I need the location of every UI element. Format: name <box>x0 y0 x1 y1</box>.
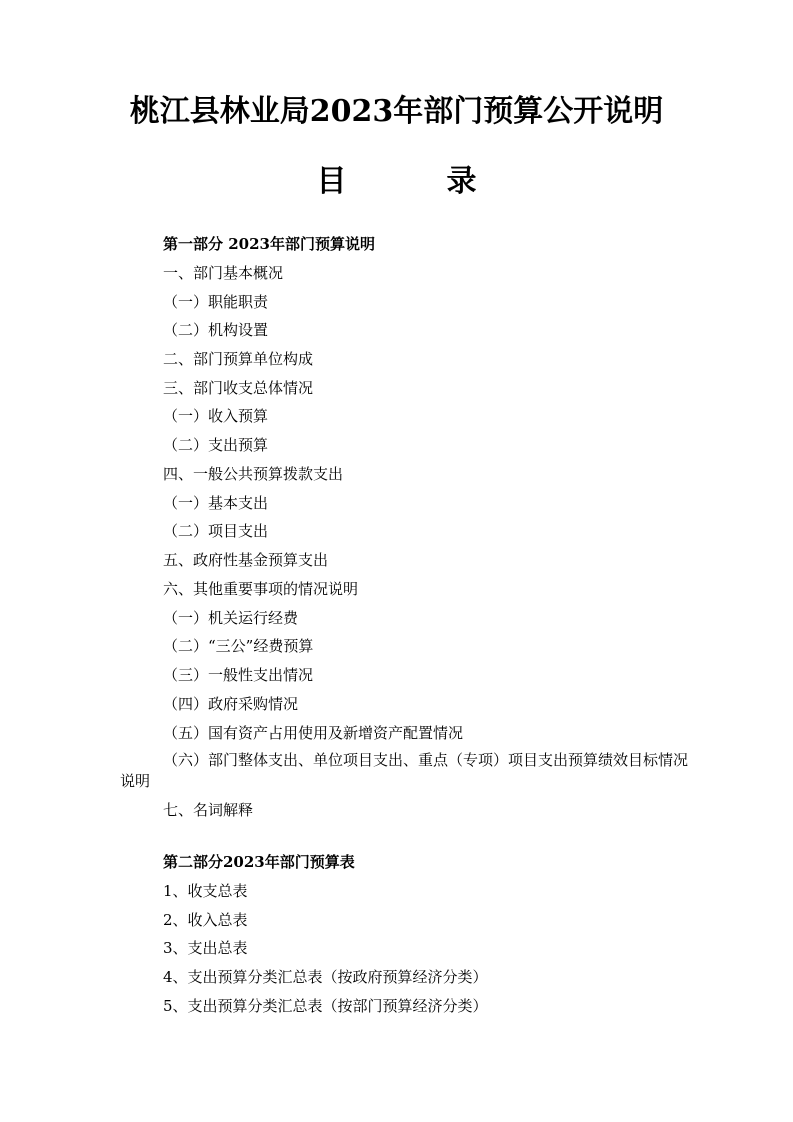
toc-item: （六）部门整体支出、单位项目支出、重点（专项）项目支出预算绩效目标情况说明 <box>120 751 689 790</box>
part-two-heading: 第二部分2023年部门预算表 <box>163 853 355 871</box>
toc-item: （一）职能职责 <box>163 293 269 311</box>
toc-item: 五、政府性基金预算支出 <box>163 551 329 569</box>
toc-item: （一）基本支出 <box>163 494 269 512</box>
document-title: 桃江县林业局2023年部门预算公开说明 <box>129 94 664 129</box>
toc-item: 四、一般公共预算拨款支出 <box>163 465 344 483</box>
toc-item: 5、支出预算分类汇总表（按部门预算经济分类） <box>163 997 488 1015</box>
toc-item: 2、收入总表 <box>163 911 248 929</box>
part-one-heading: 第一部分 2023年部门预算说明 <box>163 235 375 253</box>
toc-item: 六、其他重要事项的情况说明 <box>163 580 359 598</box>
toc-item: （二）支出预算 <box>163 436 269 454</box>
toc-item: （一）机关运行经费 <box>163 609 299 627</box>
toc-item: （五）国有资产占用使用及新增资产配置情况 <box>163 724 464 742</box>
toc-heading-right: 录 <box>446 164 477 199</box>
toc-item: 4、支出预算分类汇总表（按政府预算经济分类） <box>163 968 488 986</box>
toc-item: 3、支出总表 <box>163 939 248 957</box>
toc-item: 二、部门预算单位构成 <box>163 350 314 368</box>
toc-item: 1、收支总表 <box>163 882 248 900</box>
toc-item: （四）政府采购情况 <box>163 695 299 713</box>
toc-item: （一）收入预算 <box>163 407 269 425</box>
toc-item: （三）一般性支出情况 <box>163 666 314 684</box>
toc-heading-left: 目 <box>316 164 347 199</box>
toc-heading <box>0 156 793 200</box>
toc-item: （二）“三公”经费预算 <box>163 637 314 655</box>
toc-item: 三、部门收支总体情况 <box>163 379 314 397</box>
toc-item: 七、名词解释 <box>163 801 254 819</box>
toc-item: （二）机构设置 <box>163 321 269 339</box>
toc-item: （二）项目支出 <box>163 522 269 540</box>
toc-item: 一、部门基本概况 <box>163 264 284 282</box>
